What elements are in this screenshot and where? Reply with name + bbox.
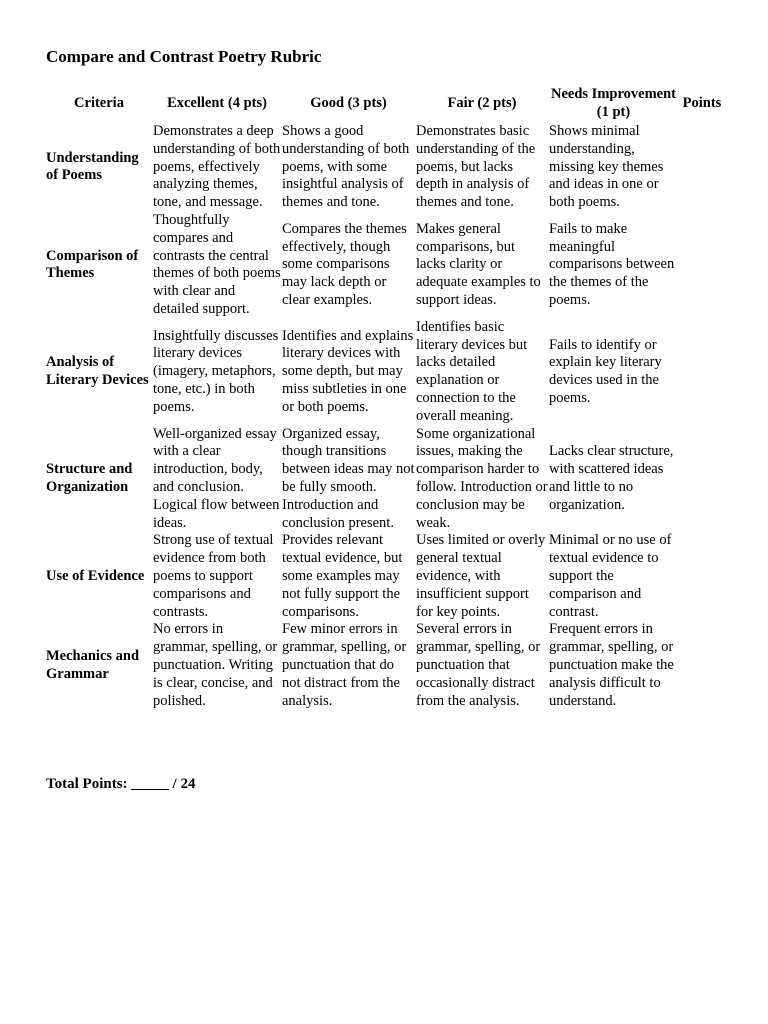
needs-improvement-cell: Fails to make meaningful comparisons between the themes of the poems. (549, 220, 675, 309)
excellent-cell: No errors in grammar, spelling, or punctuation. Writing is clear, concise, and polished. (153, 621, 278, 709)
header-fair: Fair (2 pts) (447, 94, 517, 111)
header-points: Points (682, 94, 722, 111)
needs-improvement-cell: Lacks clear structure, with scattered ideas and little to no organization. (549, 443, 674, 513)
excellent-cell: Insightfully discusses literary devices (imagery, metaphors, tone, etc.) in both poems. (153, 327, 279, 415)
criteria-cell: Use of Evidence (46, 567, 145, 584)
fair-cell: Demonstrates basic understanding of the poems, but lacks depth in analysis of themes and tone. (416, 123, 536, 211)
fair-cell: Uses limited or overly general textual evidence, with insufficient support for key points. (416, 532, 546, 620)
criteria-cell: Structure and Organization (46, 461, 133, 495)
excellent-cell: Well-organized essay with a clear introduction, body, and conclusion. Logical flow between ideas. (153, 425, 280, 531)
total-points: Total Points: _____ / 24 (46, 776, 196, 792)
excellent-cell: Thoughtfully compares and contrasts the central themes of both poems with clear and detailed support. (153, 211, 281, 317)
good-cell: Provides relevant textual evidence, but some examples may not fully support the comparisons. (282, 532, 403, 620)
good-cell: Organized essay, though transitions between ideas may not be fully smooth. Introduction and conclusion present. (282, 425, 415, 531)
table-row (45, 426, 725, 533)
good-cell: Shows a good understanding of both poems, with some insightful analysis of themes and tone. (282, 123, 410, 211)
table-row (45, 532, 725, 621)
good-cell: Few minor errors in grammar, spelling, or punctuation that do not distract from the analysis. (282, 621, 407, 709)
points-cell (678, 319, 725, 426)
good-cell: Identifies and explains literary devices with some depth, but may miss subtleties in one or both poems. (282, 327, 414, 415)
fair-cell: Some organizational issues, making the comparison harder to follow. Introduction or conclusion may be weak. (416, 425, 548, 531)
needs-improvement-cell: Frequent errors in grammar, spelling, or punctuation make the analysis difficult to understand. (549, 621, 674, 709)
needs-improvement-cell: Minimal or no use of textual evidence to support the comparison and contrast. (549, 532, 672, 620)
header-criteria: Criteria (74, 94, 124, 111)
header-needs-improvement: Needs Improvement (1 pt) (551, 85, 676, 120)
good-cell: Compares the themes effectively, though some comparisons may lack depth or clear examples. (282, 220, 407, 309)
criteria-cell: Mechanics and Grammar (46, 648, 140, 682)
points-cell (678, 426, 725, 533)
excellent-cell: Strong use of textual evidence from both poems to support comparisons and contrasts. (153, 532, 274, 620)
header-row (45, 84, 725, 123)
table-row (45, 621, 725, 710)
excellent-cell: Demonstrates a deep understanding of both poems, effectively analyzing themes, tone, and message. (153, 123, 281, 211)
criteria-cell: Analysis of Literary Devices (46, 354, 149, 389)
fair-cell: Several errors in grammar, spelling, or punctuation that occasionally distract from the analysis. (416, 621, 541, 709)
fair-cell: Identifies basic literary devices but lacks detailed explanation or connection to the overall meaning. (416, 318, 528, 424)
needs-improvement-cell: Fails to identify or explain key literary devices used in the poems. (549, 336, 662, 406)
header-good: Good (3 pts) (310, 94, 387, 111)
header-excellent: Excellent (4 pts) (167, 94, 267, 111)
table-row (45, 123, 725, 212)
points-cell (678, 123, 725, 212)
points-cell (678, 621, 725, 710)
page-title: Compare and Contrast Poetry Rubric (46, 47, 322, 66)
criteria-cell: Comparison of Themes (46, 247, 139, 282)
criteria-cell: Understanding of Poems (46, 149, 139, 184)
needs-improvement-cell: Shows minimal understanding, missing key themes and ideas in one or both poems. (549, 123, 664, 211)
table-row (45, 212, 725, 319)
table-row (45, 319, 725, 426)
points-cell (678, 212, 725, 319)
rubric-table (45, 84, 725, 710)
fair-cell: Makes general comparisons, but lacks clarity or adequate examples to support ideas. (416, 220, 541, 309)
points-cell (678, 532, 725, 621)
